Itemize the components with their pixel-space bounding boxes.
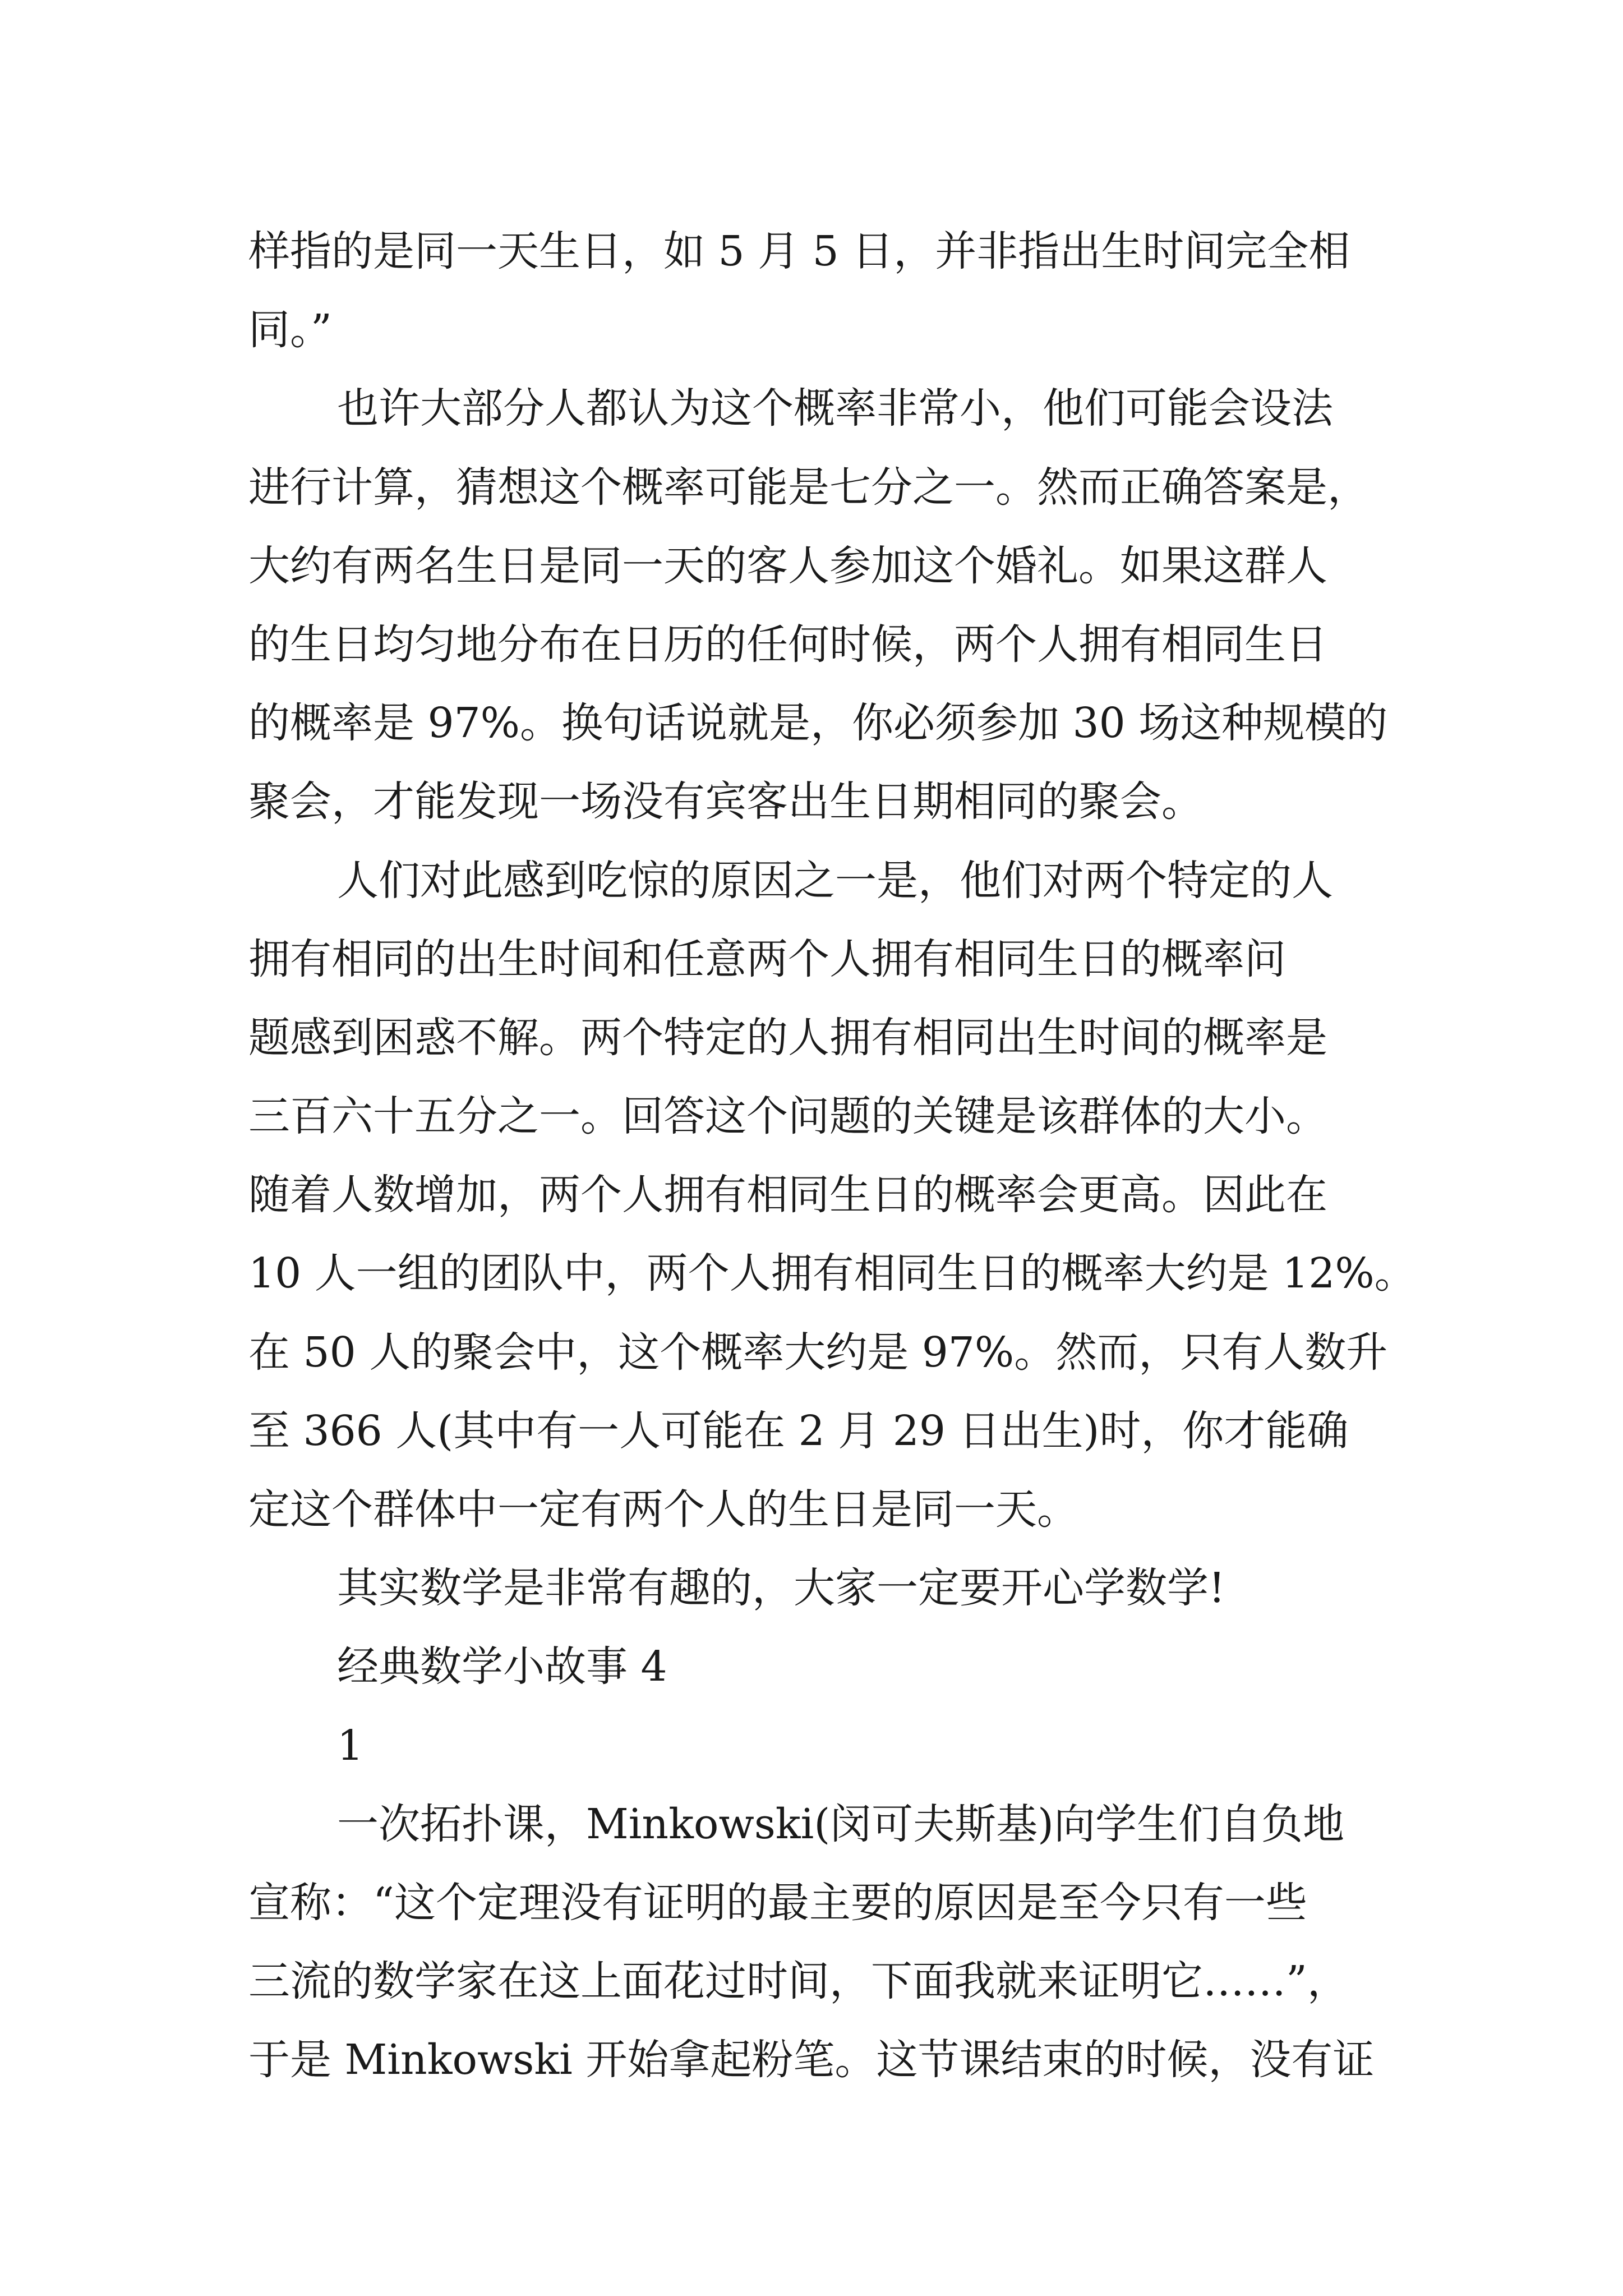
text-line: 一次拓扑课，Minkowski(闵可夫斯基)向学生们自负地 <box>337 1800 1345 1848</box>
text-line: 同。” <box>248 306 332 355</box>
text-line: 拥有相同的出生时间和任意两个人拥有相同生日的概率问 <box>248 935 1286 983</box>
body-text <box>248 212 1426 2100</box>
text-line: 在 50 人的聚会中，这个概率大约是 97%。然而，只有人数升 <box>248 1328 1388 1377</box>
text-line: 1 <box>337 1721 364 1770</box>
text-line: 进行计算，猜想这个概率可能是七分之一。然而正确答案是， <box>248 463 1369 512</box>
text-line: 聚会，才能发现一场没有宾客出生日期相同的聚会。 <box>248 777 1203 826</box>
text-line: 的生日均匀地分布在日历的任何时候，两个人拥有相同生日 <box>248 620 1327 669</box>
text-line: 人们对此感到吃惊的原因之一是，他们对两个特定的人 <box>337 856 1333 905</box>
text-line: 于是 Minkowski 开始拿起粉笔。这节课结束的时候，没有证 <box>248 2036 1375 2085</box>
text-line: 三百六十五分之一。回答这个问题的关键是该群体的大小。 <box>248 1092 1327 1141</box>
text-line: 其实数学是非常有趣的，大家一定要开心学数学! <box>337 1564 1225 1613</box>
text-line: 也许大部分人都认为这个概率非常小，他们可能会设法 <box>337 384 1333 433</box>
text-line: 定这个群体中一定有两个人的生日是同一天。 <box>248 1485 1078 1534</box>
text-line: 宣称：“这个定理没有证明的最主要的原因是至今只有一些 <box>248 1878 1307 1927</box>
text-line: 的概率是 97%。换句话说就是，你必须参加 30 场这种规模的 <box>248 699 1388 748</box>
text-line: 样指的是同一天生日，如 5 月 5 日，并非指出生时间完全相 <box>248 227 1350 275</box>
text-line: 大约有两名生日是同一天的客人参加这个婚礼。如果这群人 <box>248 541 1327 590</box>
text-line: 题感到困惑不解。两个特定的人拥有相同出生时间的概率是 <box>248 1013 1327 1062</box>
text-line: 经典数学小故事 4 <box>337 1642 667 1691</box>
text-line: 三流的数学家在这上面花过时间，下面我就来证明它……”， <box>248 1957 1349 2006</box>
text-line: 10 人一组的团队中，两个人拥有相同生日的概率大约是 12%。 <box>248 1249 1416 1298</box>
text-line: 随着人数增加，两个人拥有相同生日的概率会更高。因此在 <box>248 1171 1327 1220</box>
text-line: 至 366 人(其中有一人可能在 2 月 29 日出生)时，你才能确 <box>248 1406 1349 1455</box>
